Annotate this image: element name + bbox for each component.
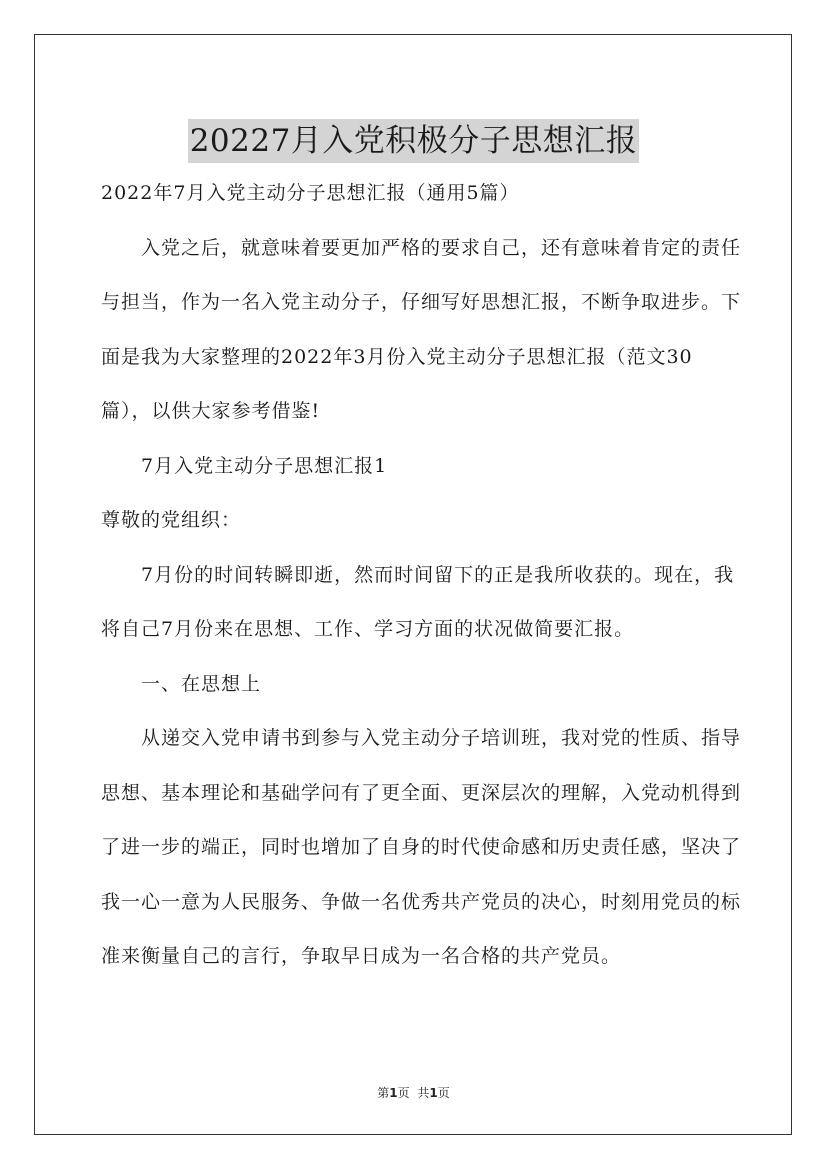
page-suffix: 页 [397,1086,410,1100]
salutation: 尊敬的党组织： [101,509,242,531]
subsection-heading: 一、在思想上 [141,672,262,695]
page-prefix: 第 [377,1086,390,1100]
document-subtitle: 2022年7月入党主动分子思想汇报（通用5篇） [101,182,520,204]
page-footer [0,1084,827,1101]
document-title: 20227月入党积极分子思想汇报 [188,119,640,163]
total-prefix: 共 [417,1086,430,1100]
intro-paragraph: 入党之后，就意味着要更加严格的要求自己，还有意味着肯定的责任与担当，作为一名入党主动分子，仔细写好思想汇报，不断争取进步。下面是我为大家整理的2022年3月份入党主动分子思想汇报（范文30篇），以供大家参考借鉴! [101,236,742,422]
total-pages: 1 [429,1086,438,1100]
section-heading: 7月入党主动分子思想汇报1 [141,454,388,477]
body-paragraph: 从递交入党申请书到参与入党主动分子培训班，我对党的性质、指导思想、基本理论和基础学问有了更全面、更深层次的理解，入党动机得到了进一步的端正，同时也增加了自身的时代使命感和历史责任感，坚决了我一心一意为人民服务、争做一名优秀共产党员的决心，时刻用党员的标准来衡量自己的言行，争取早日成为一名合格的共产党员。 [101,727,742,967]
total-suffix: 页 [437,1086,450,1100]
page-number: 1 [389,1086,398,1100]
body-paragraph: 7月份的时间转瞬即逝，然而时间留下的正是我所收获的。现在，我将自己7月份来在思想、工作、学习方面的状况做简要汇报。 [101,563,735,640]
document-body [101,166,741,984]
